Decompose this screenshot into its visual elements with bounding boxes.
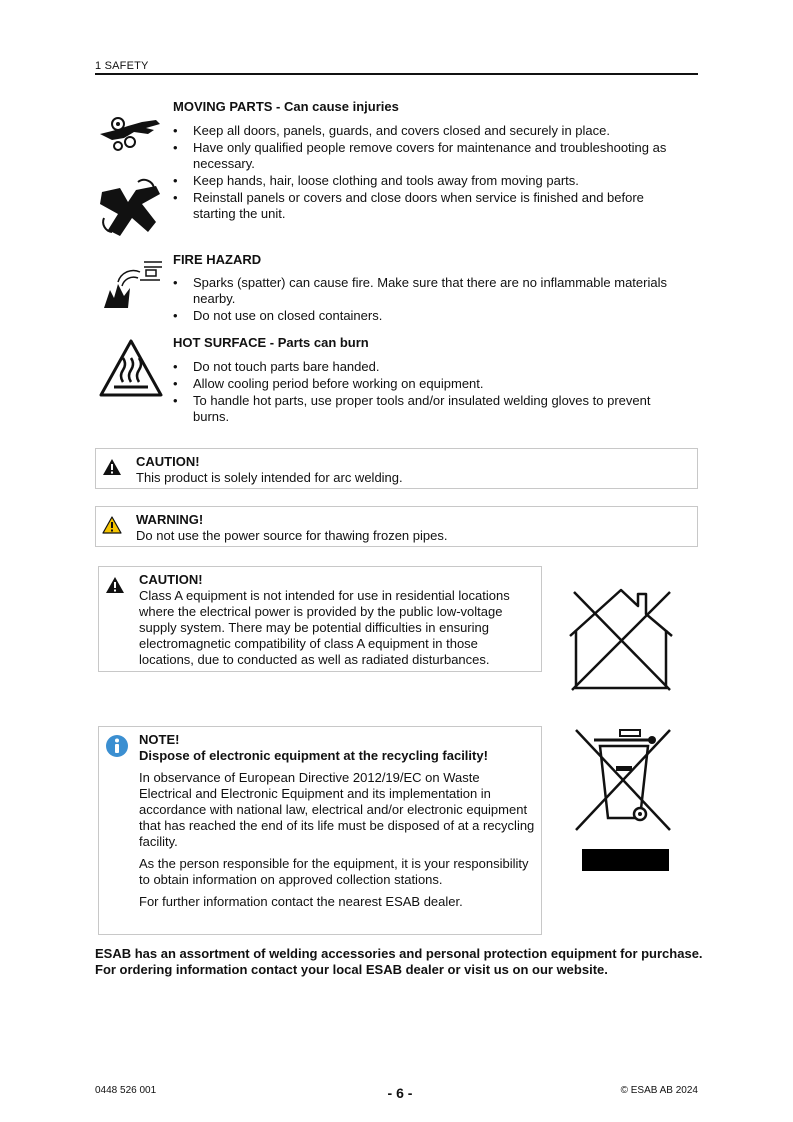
copyright: © ESAB AB 2024 — [620, 1085, 698, 1096]
list-item: • Keep hands, hair, loose clothing and tools away from moving parts. — [173, 173, 688, 189]
list-item: • Do not touch parts bare handed. — [173, 359, 688, 375]
class-a-caution-text: Class A equipment is not intended for use in residential locations where the electrical power is provided by the public low-voltage supply system. There may be potential difficulties in ensuring electromagnetic compatibility of class A equipment in those locations, due to conducted as well as radiated disturbances. — [139, 588, 510, 667]
section-header: 1 SAFETY — [95, 60, 149, 72]
note-box — [98, 726, 542, 935]
moving-parts-hand-crush-icon — [98, 178, 164, 240]
caution-triangle-icon — [102, 458, 122, 476]
list-item: • Sparks (spatter) can cause fire. Make sure that there are no inflammable materials nearby. — [173, 275, 688, 307]
warning-title: WARNING! — [136, 512, 204, 527]
note-body — [139, 770, 535, 916]
caution-triangle-icon — [105, 576, 125, 594]
class-a-caution-title: CAUTION! — [139, 572, 203, 587]
list-item: • Reinstall panels or covers and close doors when service is finished and before starting the unit. — [173, 190, 688, 222]
warning-triangle-icon — [102, 516, 122, 534]
fire-hazard-icon — [100, 258, 164, 312]
note-paragraph: As the person responsible for the equipment, it is your responsibility to obtain information on approved collection stations. — [139, 856, 529, 887]
info-icon — [105, 734, 129, 758]
note-paragraph: For further information contact the nearest ESAB dealer. — [139, 894, 463, 909]
document-number: 0448 526 001 — [95, 1085, 157, 1096]
fire-hazard-title: FIRE HAZARD — [173, 252, 262, 267]
list-item: • Keep all doors, panels, guards, and covers closed and securely in place. — [173, 123, 688, 139]
hot-surface-icon — [98, 338, 164, 398]
weee-black-bar — [582, 849, 669, 871]
caution-text: This product is solely intended for arc welding. — [136, 470, 403, 485]
moving-parts-list — [173, 123, 688, 223]
list-item: • Have only qualified people remove covers for maintenance and troubleshooting as necessary. — [173, 140, 688, 172]
fire-hazard-list — [173, 275, 688, 325]
caution-title: CAUTION! — [136, 454, 200, 469]
hot-surface-title: HOT SURFACE - Parts can burn — [173, 335, 369, 350]
caution-box — [95, 448, 698, 489]
list-item: • To handle hot parts, use proper tools and/or insulated welding gloves to prevent burns. — [173, 393, 688, 425]
closing-statement: ESAB has an assortment of welding accessories and personal protection equipment for purchase. For ordering information contact your local ESAB dealer or visit us on our website. — [95, 946, 703, 977]
crossed-wheelie-bin-icon — [570, 726, 676, 834]
warning-box — [95, 506, 698, 547]
header-rule — [95, 73, 698, 75]
note-title: NOTE! — [139, 732, 180, 747]
class-a-caution-box — [98, 566, 542, 672]
list-item: • Allow cooling period before working on equipment. — [173, 376, 688, 392]
page-number: - 6 - — [387, 1085, 413, 1101]
crossed-house-icon — [566, 586, 676, 692]
warning-text: Do not use the power source for thawing frozen pipes. — [136, 528, 448, 543]
note-subtitle: Dispose of electronic equipment at the recycling facility! — [139, 748, 488, 763]
moving-parts-title: MOVING PARTS - Can cause injuries — [173, 99, 399, 114]
note-paragraph: In observance of European Directive 2012/19/EC on Waste Electrical and Electronic Equipment and its implementation in accordance with national law, electrical and/or electronic equipment that has reached the end of its life must be disposed of at a recycling facility. — [139, 770, 535, 849]
list-item: • Do not use on closed containers. — [173, 308, 688, 324]
moving-parts-gear-hand-icon — [98, 112, 164, 154]
hot-surface-list — [173, 359, 688, 426]
